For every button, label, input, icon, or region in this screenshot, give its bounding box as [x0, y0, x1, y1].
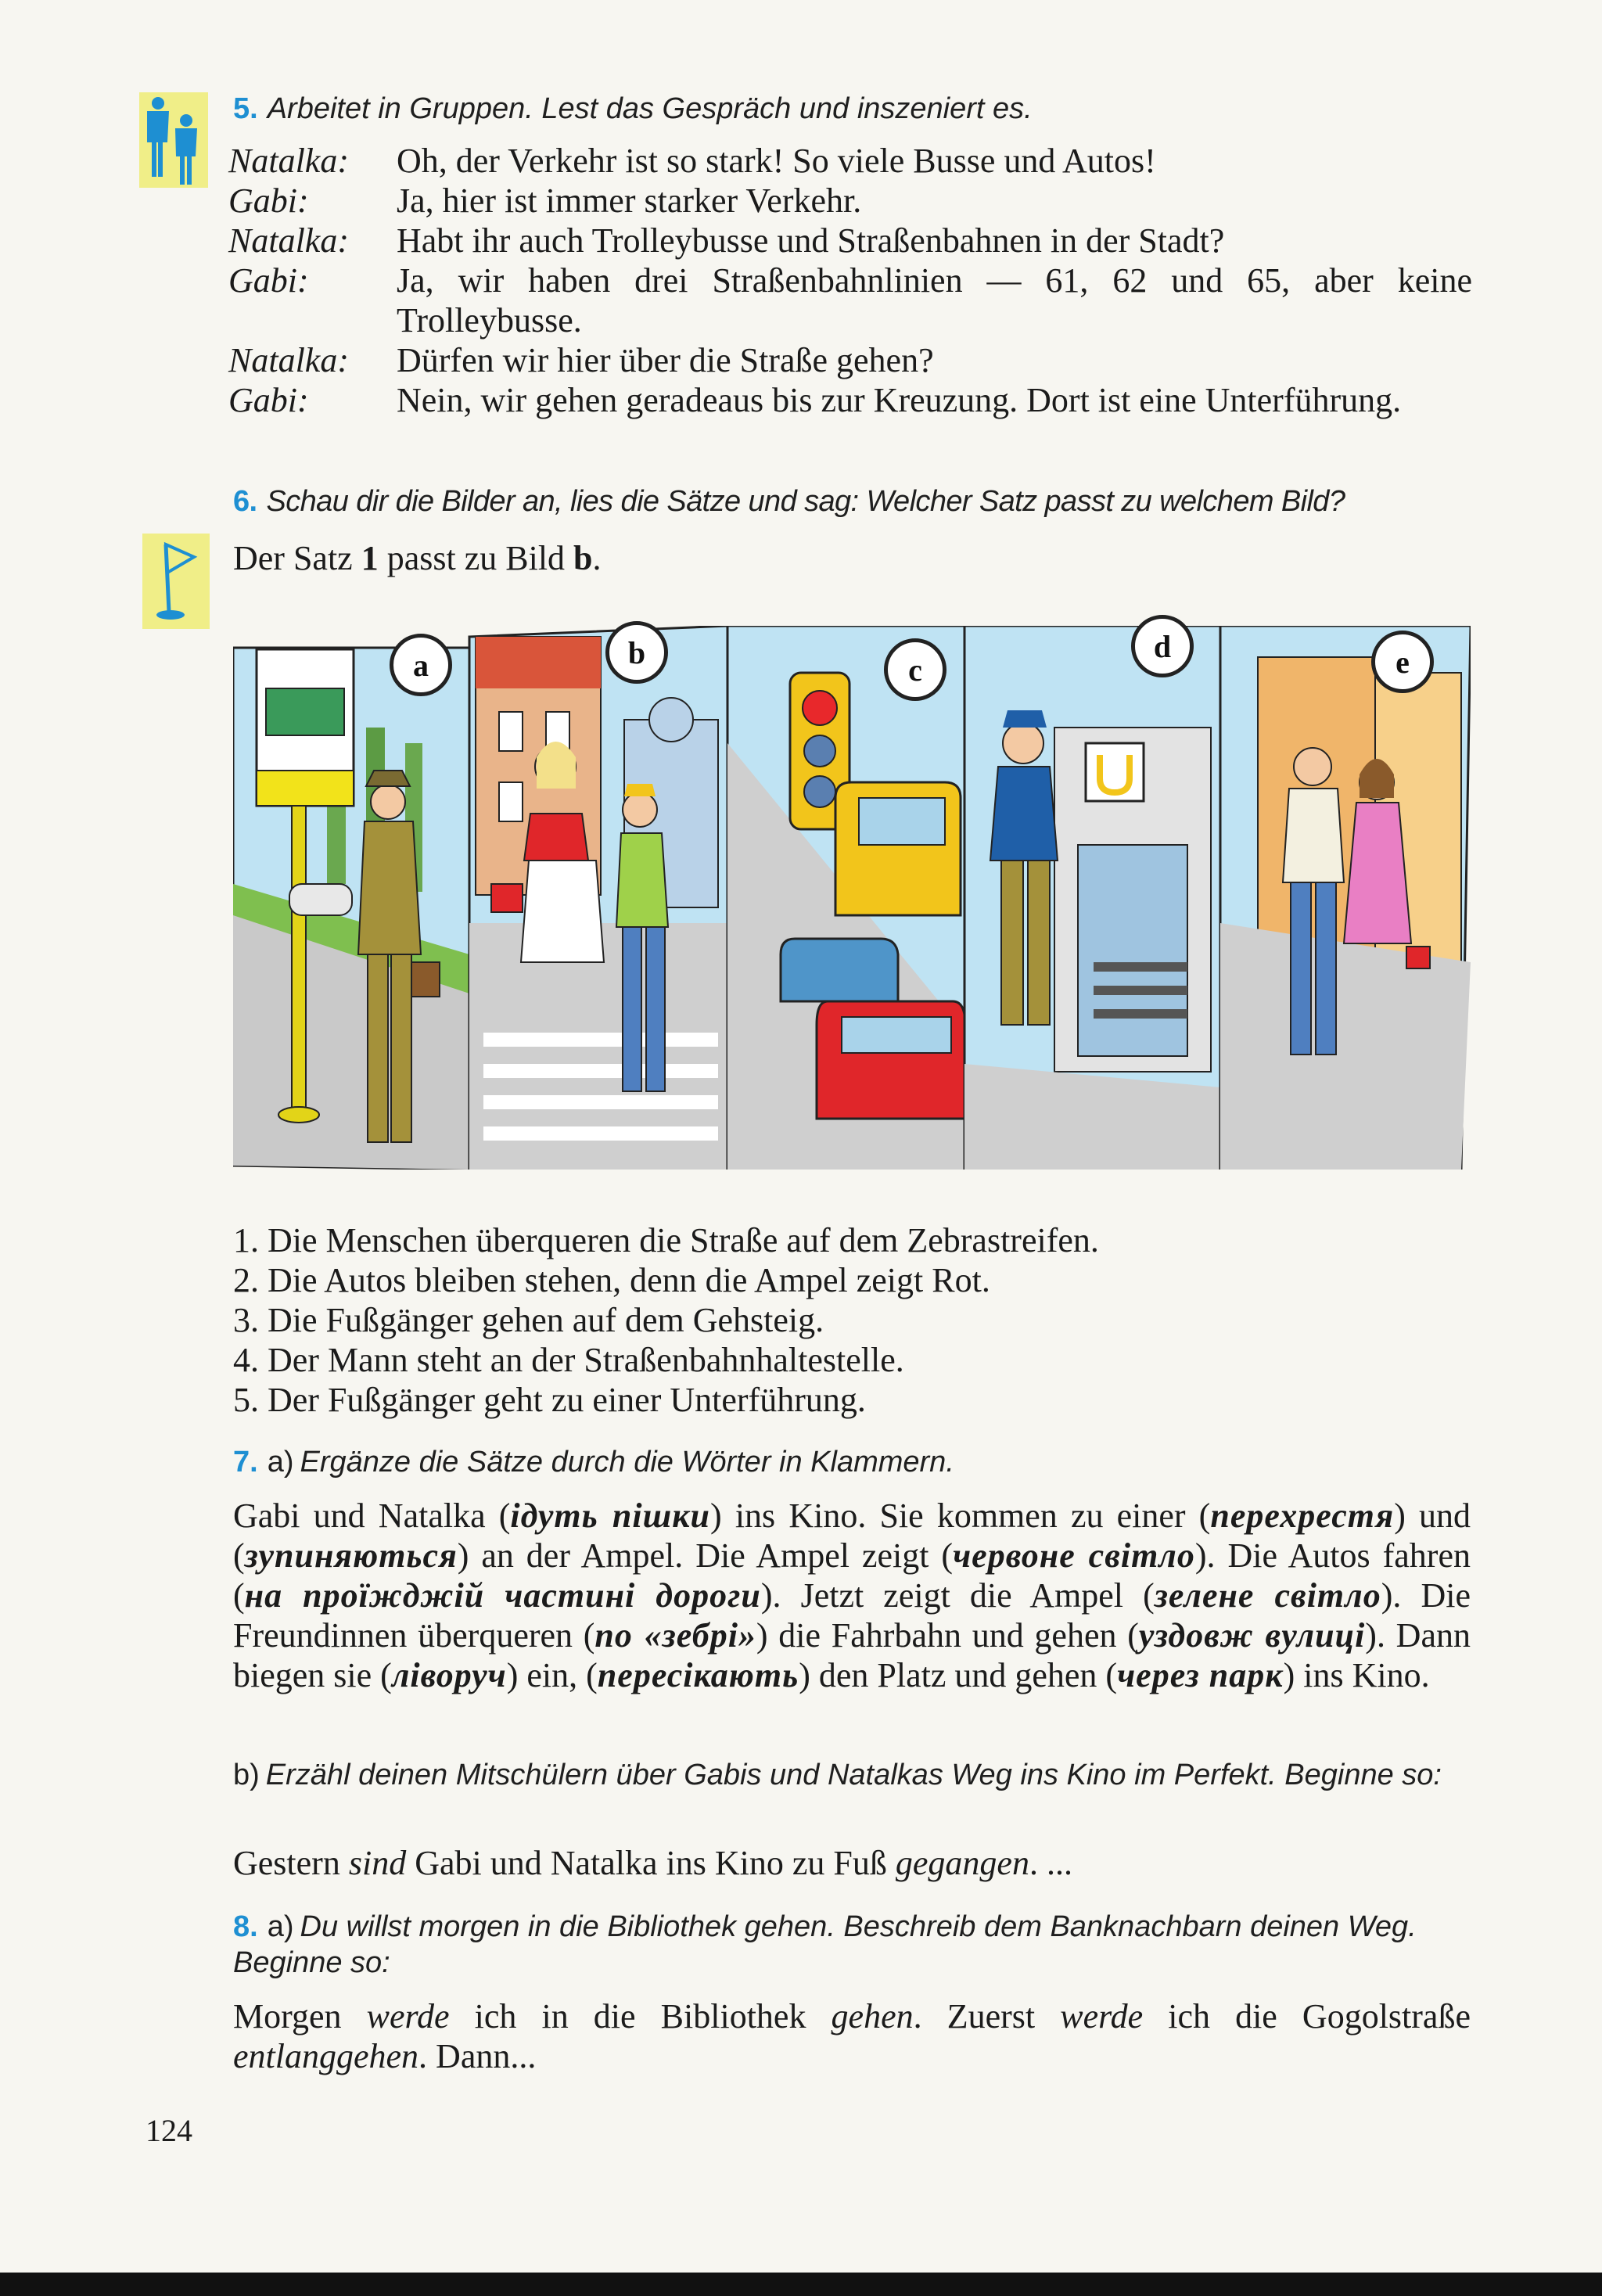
panel-b: [469, 626, 727, 1170]
list-item: 4. Der Mann steht an der Straßenbahnhaltestelle.: [233, 1341, 904, 1379]
utterance: Ja, wir haben drei Straßenbahnlinien — 61, 62 und 65, aber keine Trolleybusse.: [397, 261, 1472, 340]
panel-label-b: b: [605, 621, 668, 684]
text-segment: . ...: [1029, 1844, 1072, 1882]
example-text: .: [592, 539, 602, 577]
speaker: Natalka:: [228, 221, 349, 260]
task-8-text: [233, 1996, 1471, 2076]
dialogue-line: [228, 181, 1472, 221]
task-5-heading: [233, 92, 1033, 126]
italic-word: werde: [1060, 1997, 1144, 2035]
text-segment: ) die Fahrbahn und gehen (: [756, 1616, 1139, 1655]
task-7a-heading: [233, 1446, 954, 1479]
dialogue: [228, 141, 1472, 420]
illustration-svg: [233, 626, 1471, 1170]
italic-word: gehen: [831, 1997, 914, 2035]
task-number: 7.: [233, 1446, 258, 1479]
italic-word: sind: [348, 1844, 407, 1882]
speaker: Natalka:: [228, 341, 349, 379]
ukrainian-hint: по «зебрі»: [594, 1616, 756, 1655]
text-segment: ) ein, (: [506, 1656, 598, 1694]
part-label: a): [267, 1446, 294, 1479]
speaker: Gabi:: [228, 261, 309, 300]
utterance: Dürfen wir hier über die Straße gehen?: [397, 341, 934, 379]
utterance: Nein, wir gehen geradeaus bis zur Kreuzung. Dort ist eine Unterführung.: [397, 381, 1402, 419]
dialogue-line: [228, 221, 1472, 261]
text-segment: Gestern: [233, 1844, 349, 1882]
task-number: 5.: [233, 92, 258, 125]
text-segment: ). Die Autos fahren (: [233, 1536, 1471, 1615]
example-letter: b: [573, 539, 593, 577]
italic-word: gegangen: [895, 1844, 1029, 1882]
panel-c: [727, 626, 965, 1170]
text-segment: ). Dann biegen sie (: [233, 1616, 1471, 1694]
panel-label-c: c: [884, 638, 946, 701]
example-sentence: [233, 538, 602, 578]
ukrainian-hint: червоне світло: [953, 1536, 1195, 1575]
text-segment: Gabi und Natalka (: [233, 1497, 511, 1535]
ukrainian-hint: через парк: [1117, 1656, 1284, 1694]
task-instruction: Arbeitet in Gruppen. Lest das Gespräch und inszeniert es.: [267, 92, 1033, 125]
ukrainian-hint: ідуть пішки: [510, 1497, 711, 1535]
task-7-text: [233, 1496, 1471, 1695]
utterance: Habt ihr auch Trolleybusse und Straßenbahnen in der Stadt?: [397, 221, 1225, 260]
task-instruction: Du willst morgen in die Bibliothek gehen. Beschreib dem Banknachbarn deinen Weg. Beginne so:: [233, 1910, 1417, 1979]
task-6-heading: [233, 485, 1345, 519]
panel-d: [964, 626, 1220, 1170]
task-8-heading: [233, 1909, 1471, 1981]
text-segment: ) an der Ampel. Die Ampel zeigt (: [457, 1536, 954, 1575]
speaker: Gabi:: [228, 181, 309, 220]
bottom-border: [0, 2273, 1602, 2296]
task-instruction: Ergänze die Sätze durch die Wörter in Klammern.: [300, 1446, 954, 1479]
part-label: b): [233, 1759, 260, 1791]
ukrainian-hint: на проїжджій частині дороги: [244, 1576, 761, 1615]
utterance: Ja, hier ist immer starker Verkehr.: [397, 181, 862, 220]
text-segment: ) ins Kino.: [1283, 1656, 1430, 1694]
page-number: 124: [145, 2113, 192, 2148]
text-segment: ) den Platz und gehen (: [799, 1656, 1118, 1694]
panel-label-a: a: [390, 634, 452, 696]
text-segment: ich die Gogolstraße: [1143, 1997, 1471, 2035]
example-number: 1: [361, 539, 379, 577]
text-segment: ich in die Bibliothek: [449, 1997, 832, 2035]
panel-label-e: e: [1371, 631, 1434, 693]
ukrainian-hint: перехрестя: [1210, 1497, 1395, 1535]
text-segment: ). Jetzt zeigt die Ampel (: [760, 1576, 1155, 1615]
panel-e: [1220, 626, 1471, 1170]
street-illustration: [233, 626, 1471, 1170]
ukrainian-hint: ліворуч: [391, 1656, 507, 1694]
dialogue-line: [228, 261, 1472, 340]
flag-icon: [142, 534, 210, 629]
example-text: passt zu Bild: [378, 539, 574, 577]
task-7b-heading: [233, 1757, 1471, 1793]
text-segment: Morgen: [233, 1997, 367, 2035]
dialogue-line: [228, 141, 1472, 181]
text-segment: . Zuerst: [913, 1997, 1061, 2035]
text-segment: ) ins Kino. Sie kommen zu einer (: [710, 1497, 1211, 1535]
ukrainian-hint: пересікають: [597, 1656, 799, 1694]
example-text: Der Satz: [233, 539, 361, 577]
dialogue-line: [228, 380, 1472, 420]
ukrainian-hint: зупиняються: [244, 1536, 458, 1575]
dialogue-line: [228, 340, 1472, 380]
text-segment: ). Die Freundinnen überqueren (: [233, 1576, 1471, 1655]
list-item: 1. Die Menschen überqueren die Straße auf dem Zebrastreifen.: [233, 1221, 1099, 1259]
list-item: 5. Der Fußgänger geht zu einer Unterführung.: [233, 1381, 866, 1419]
speaker: Gabi:: [228, 381, 309, 419]
ukrainian-hint: зелене світло: [1154, 1576, 1381, 1615]
ukrainian-hint: уздовж вулиці: [1138, 1616, 1366, 1655]
list-item: 3. Die Fußgänger gehen auf dem Gehsteig.: [233, 1301, 824, 1339]
part-label: a): [267, 1910, 294, 1943]
panel-a: [233, 648, 469, 1170]
task-number: 6.: [233, 485, 257, 518]
pair-work-icon: [139, 92, 208, 188]
task-instruction: Schau dir die Bilder an, lies die Sätze und sag: Welcher Satz passt zu welchem Bild?: [266, 485, 1345, 518]
list-item: 2. Die Autos bleiben stehen, denn die Ampel zeigt Rot.: [233, 1261, 990, 1299]
panel-label-d: d: [1131, 615, 1194, 677]
text-segment: ) und (: [233, 1497, 1471, 1575]
task-7b-text: [233, 1843, 1471, 1883]
speaker: Natalka:: [228, 142, 349, 180]
utterance: Oh, der Verkehr ist so stark! So viele Busse und Autos!: [397, 142, 1156, 180]
text-segment: Gabi und Natalka ins Kino zu Fuß: [406, 1844, 896, 1882]
task-instruction: Erzähl deinen Mitschülern über Gabis und Natalkas Weg ins Kino im Perfekt. Beginne so:: [265, 1759, 1442, 1791]
italic-word: entlanggehen: [233, 2037, 419, 2075]
text-segment: . Dann...: [418, 2037, 537, 2075]
sentence-list: [233, 1220, 1477, 1420]
task-number: 8.: [233, 1910, 258, 1943]
italic-word: werde: [366, 1997, 450, 2035]
